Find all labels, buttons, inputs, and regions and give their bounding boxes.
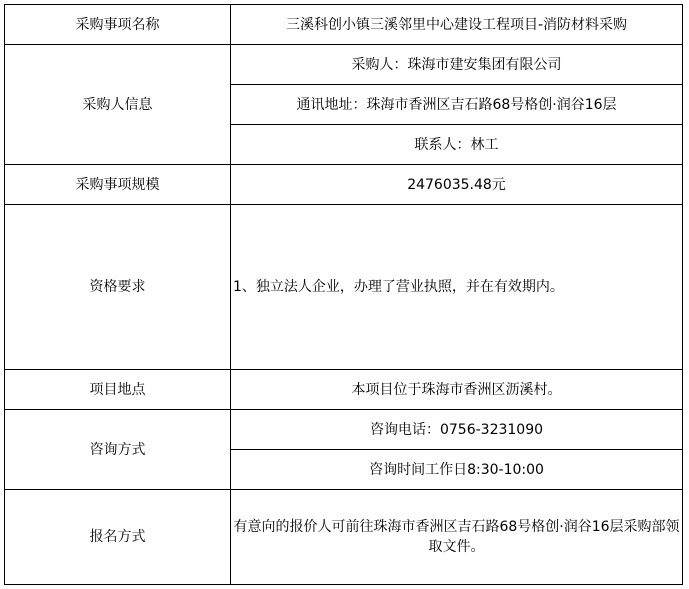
location-label: 项目地点	[5, 370, 231, 410]
registration-label: 报名方式	[5, 490, 231, 585]
row-purchaser	[5, 45, 683, 85]
row-qualification	[5, 205, 683, 370]
row-registration	[5, 490, 683, 585]
project-name-value: 三溪科创小镇三溪邻里中心建设工程项目-消防材料采购	[231, 5, 683, 45]
consult-hours: 咨询时间工作日8:30-10:00	[231, 450, 683, 490]
scale-value: 2476035.48元	[231, 165, 683, 205]
location-value: 本项目位于珠海市香洲区沥溪村。	[231, 370, 683, 410]
consult-label: 咨询方式	[5, 410, 231, 490]
purchaser-contact: 联系人：林工	[231, 125, 683, 165]
purchaser-label: 采购人信息	[5, 45, 231, 165]
purchaser-address: 通讯地址：珠海市香洲区吉石路68号格创·润谷16层	[231, 85, 683, 125]
registration-value: 有意向的报价人可前往珠海市香洲区吉石路68号格创·润谷16层采购部领取文件。	[231, 490, 683, 585]
row-project-name	[5, 5, 683, 45]
row-location	[5, 370, 683, 410]
purchaser-name: 采购人：珠海市建安集团有限公司	[231, 45, 683, 85]
consult-phone: 咨询电话：0756-3231090	[231, 410, 683, 450]
qualification-value: 1、独立法人企业，办理了营业执照，并在有效期内。	[231, 205, 683, 370]
row-scale	[5, 165, 683, 205]
procurement-info-table	[4, 4, 683, 585]
qualification-label: 资格要求	[5, 205, 231, 370]
scale-label: 采购事项规模	[5, 165, 231, 205]
project-name-label: 采购事项名称	[5, 5, 231, 45]
row-consult	[5, 410, 683, 450]
